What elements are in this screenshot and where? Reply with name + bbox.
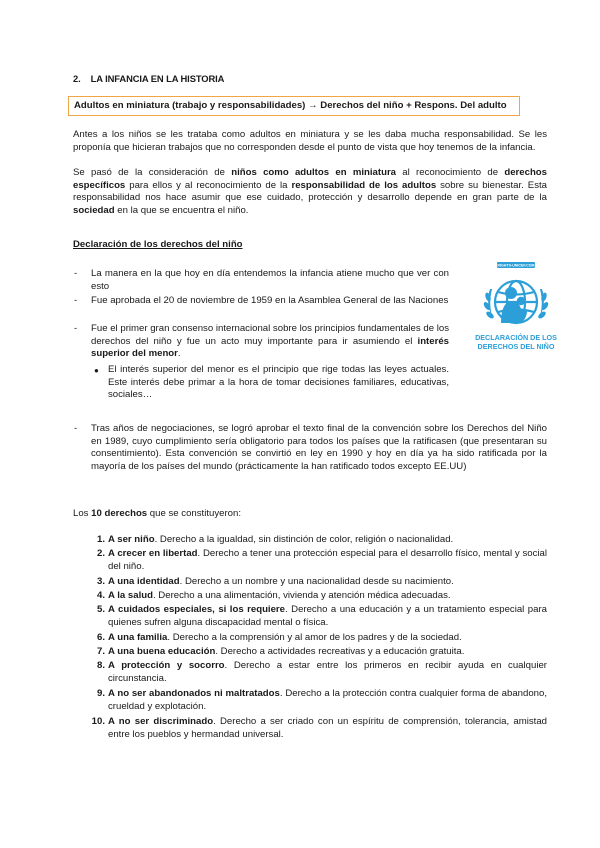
right-item: A ser niño. Derecho a la igualdad, sin distinción de color, religión o nacionalidad.	[108, 534, 454, 545]
logo-top-text: RIGHTS-UNICEF.COM	[497, 263, 535, 268]
bullet-dash: -	[74, 423, 78, 434]
right-number: 7.	[96, 646, 105, 657]
right-item: A una identidad. Derecho a un nombre y una nacionalidad desde su nacimiento.	[108, 576, 454, 587]
logo-caption-line1: DECLARACIÓN DE LOS	[475, 333, 557, 342]
sub-bullet-item: El interés superior del menor es el principio que rige todas las leyes actuales. Este interés debe primar a la hora de tomar decisiones familiares, educativas, sociales…	[108, 364, 449, 401]
right-item: A no ser discriminado. Derecho a ser criado con un espíritu de comprensión, tolerancia, amistad entre los pueblos y hermandad universal.	[108, 716, 548, 740]
bullet-item: Fue el primer gran consenso internacional sobre los principios fundamentales de los derechos del niño y fue un acto muy importante para ir asumiendo el interés superior del menor.	[91, 323, 449, 360]
section-title: LA INFANCIA EN LA HISTORIA	[90, 73, 225, 84]
bullet-item: Tras años de negociaciones, se logró aprobar el texto final de la convención sobre los Derechos del Niño en 1989, cuyo cumplimiento sería obligatorio para todos los países que la ratificasen (que presentaran su consentimiento). Esta convención se convirtió en ley en 1990 y hoy en día ya ha sido ratificada por la mayoría de los países del mundo (prácticamente la han ratificado todos excepto EE.UU)	[91, 423, 547, 472]
right-item: A no ser abandonados ni maltratados. Derecho a la protección contra cualquier forma de abandono, crueldad y explotación.	[108, 688, 548, 712]
right-item: A cuidados especiales, si los requiere. Derecho a una educación y a un tratamiento especial para quienes sufren alguna discapacidad mental o física.	[108, 604, 547, 628]
section-heading	[73, 73, 224, 84]
intro-paragraph: Antes a los niños se les trataba como adultos en miniatura y se les daba mucha responsabilidad. Se les proponía que hicieran trabajos que no corresponden desde el punto de vista que hoy tenemos de la infancia.	[73, 129, 547, 153]
right-number: 5.	[96, 604, 105, 615]
section-number: 2.	[73, 73, 81, 84]
right-item: A la salud. Derecho a una alimentación, vivienda y atención médica adecuadas.	[108, 590, 451, 601]
sub-bullet-dot: ●	[94, 366, 99, 375]
right-number: 6.	[96, 632, 105, 643]
right-number: 4.	[96, 590, 105, 601]
logo-caption-line2: DERECHOS DEL NIÑO	[477, 342, 555, 351]
summary-box: Adultos en miniatura (trabajo y responsabilidades) → Derechos del niño + Respons. Del adulto	[68, 96, 520, 116]
right-number: 8.	[96, 660, 105, 671]
consideration-paragraph: Se pasó de la consideración de niños como adultos en miniatura al reconocimiento de derechos específicos para ellos y al reconocimiento de la responsabilidad de los adultos sobre su bienestar. Esta responsabilidad nos hace asumir que ese cuidado, protección y desarrollo depende en gran parte de la sociedad en la que se encuentra el niño.	[73, 167, 548, 216]
declaration-logo	[463, 259, 569, 373]
bullet-item: La manera en la que hoy en día entendemos la infancia atiene mucho que ver con esto	[91, 268, 449, 292]
right-item: A crecer en libertad. Derecho a tener una protección especial para el desarrollo físico, mental y social del niño.	[108, 548, 547, 572]
subheading-declaration: Declaración de los derechos del niño	[73, 239, 243, 250]
bullet-item: Fue aprobada el 20 de noviembre de 1959 en la Asamblea General de las Naciones	[91, 295, 449, 306]
right-item: A protección y socorro. Derecho a estar entre los primeros en recibir ayuda en cualquier circunstancia.	[108, 660, 547, 684]
right-number: 1.	[96, 534, 105, 545]
rights-intro: Los 10 derechos que se constituyeron:	[73, 508, 242, 519]
right-item: A una buena educación. Derecho a actividades recreativas y a educación gratuita.	[108, 646, 465, 657]
right-number: 2.	[96, 548, 105, 559]
bullet-dash: -	[74, 295, 78, 306]
bullet-dash: -	[74, 268, 78, 279]
right-number: 10.	[91, 716, 105, 727]
right-number: 9.	[96, 688, 105, 699]
bullet-dash: -	[74, 323, 78, 334]
right-number: 3.	[96, 576, 105, 587]
unicef-emblem-icon	[463, 259, 569, 373]
right-item: A una familia. Derecho a la comprensión y al amor de los padres y de la sociedad.	[108, 632, 462, 643]
